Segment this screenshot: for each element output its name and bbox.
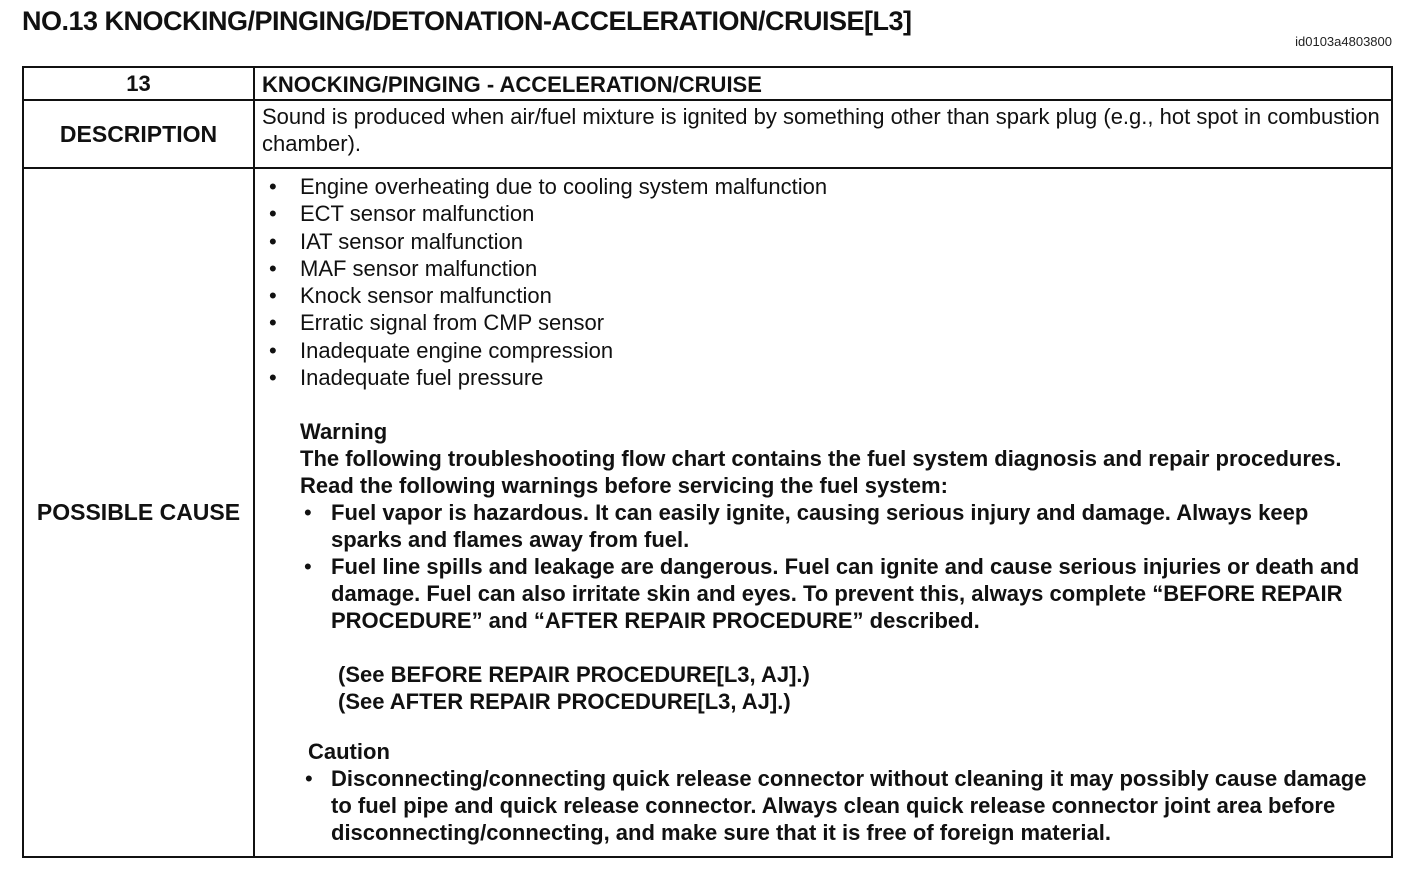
caution-block (308, 738, 1384, 846)
troubleshooting-table (22, 66, 1393, 858)
description-label: DESCRIPTION (23, 100, 254, 168)
cause-item: • Erratic signal from CMP sensor (269, 309, 1384, 336)
warning-item: • Fuel vapor is hazardous. It can easily ignite, causing serious injury and damage. Always keep sparks and flames away from fuel. (300, 499, 1384, 553)
page-title: NO.13 KNOCKING/PINGING/DETONATION-ACCELERATION/CRUISE[L3] (22, 6, 912, 36)
cause-item: • IAT sensor malfunction (269, 228, 1384, 255)
cause-item: • Engine overheating due to cooling system malfunction (269, 173, 1384, 200)
description-text: Sound is produced when air/fuel mixture is ignited by something other than spark plug (e.g., hot spot in combustion chamber). (254, 100, 1392, 168)
possible-cause-row (23, 168, 1392, 857)
symptom-title: KNOCKING/PINGING - ACCELERATION/CRUISE (254, 67, 1392, 100)
warning-list (300, 499, 1384, 634)
caution-list (269, 765, 1384, 846)
cause-item: • ECT sensor malfunction (269, 200, 1384, 227)
table-header-row (23, 67, 1392, 100)
warning-body: The following troubleshooting flow chart contains the fuel system diagnosis and repair procedures. Read the following warnings before servicing the fuel system: (300, 446, 1342, 499)
warning-block (300, 418, 1384, 715)
caution-heading: Caution (308, 739, 390, 765)
after-repair-reference-link[interactable]: (See AFTER REPAIR PROCEDURE[L3, AJ].) (338, 689, 791, 715)
warning-item: • Fuel line spills and leakage are dangerous. Fuel can ignite and cause serious injuries or death and damage. Fuel can also irritate skin and eyes. To prevent this, always complete “BEFORE REPAIR PROCEDURE” and “AFTER REPAIR PROCEDURE” described. (300, 553, 1384, 634)
before-repair-reference-link[interactable]: (See BEFORE REPAIR PROCEDURE[L3, AJ].) (338, 662, 810, 688)
cause-item: • Inadequate engine compression (269, 337, 1384, 364)
possible-cause-content (254, 168, 1392, 857)
cause-item: • Knock sensor malfunction (269, 282, 1384, 309)
cause-item: • Inadequate fuel pressure (269, 364, 1384, 391)
warning-heading: Warning (300, 419, 388, 445)
symptom-number: 13 (23, 67, 254, 100)
document-id: id0103a4803800 (1295, 34, 1392, 49)
possible-cause-label: POSSIBLE CAUSE (23, 168, 254, 857)
reference-links (338, 661, 1384, 715)
cause-item: • MAF sensor malfunction (269, 255, 1384, 282)
caution-item: • Disconnecting/connecting quick release connector without cleaning it may possibly cause damage to fuel pipe and quick release connector. Always clean quick release connector joint area before disconnecting/connecting, and make sure that it is free of foreign material. (308, 765, 1384, 846)
description-row (23, 100, 1392, 168)
cause-list (269, 173, 1384, 391)
